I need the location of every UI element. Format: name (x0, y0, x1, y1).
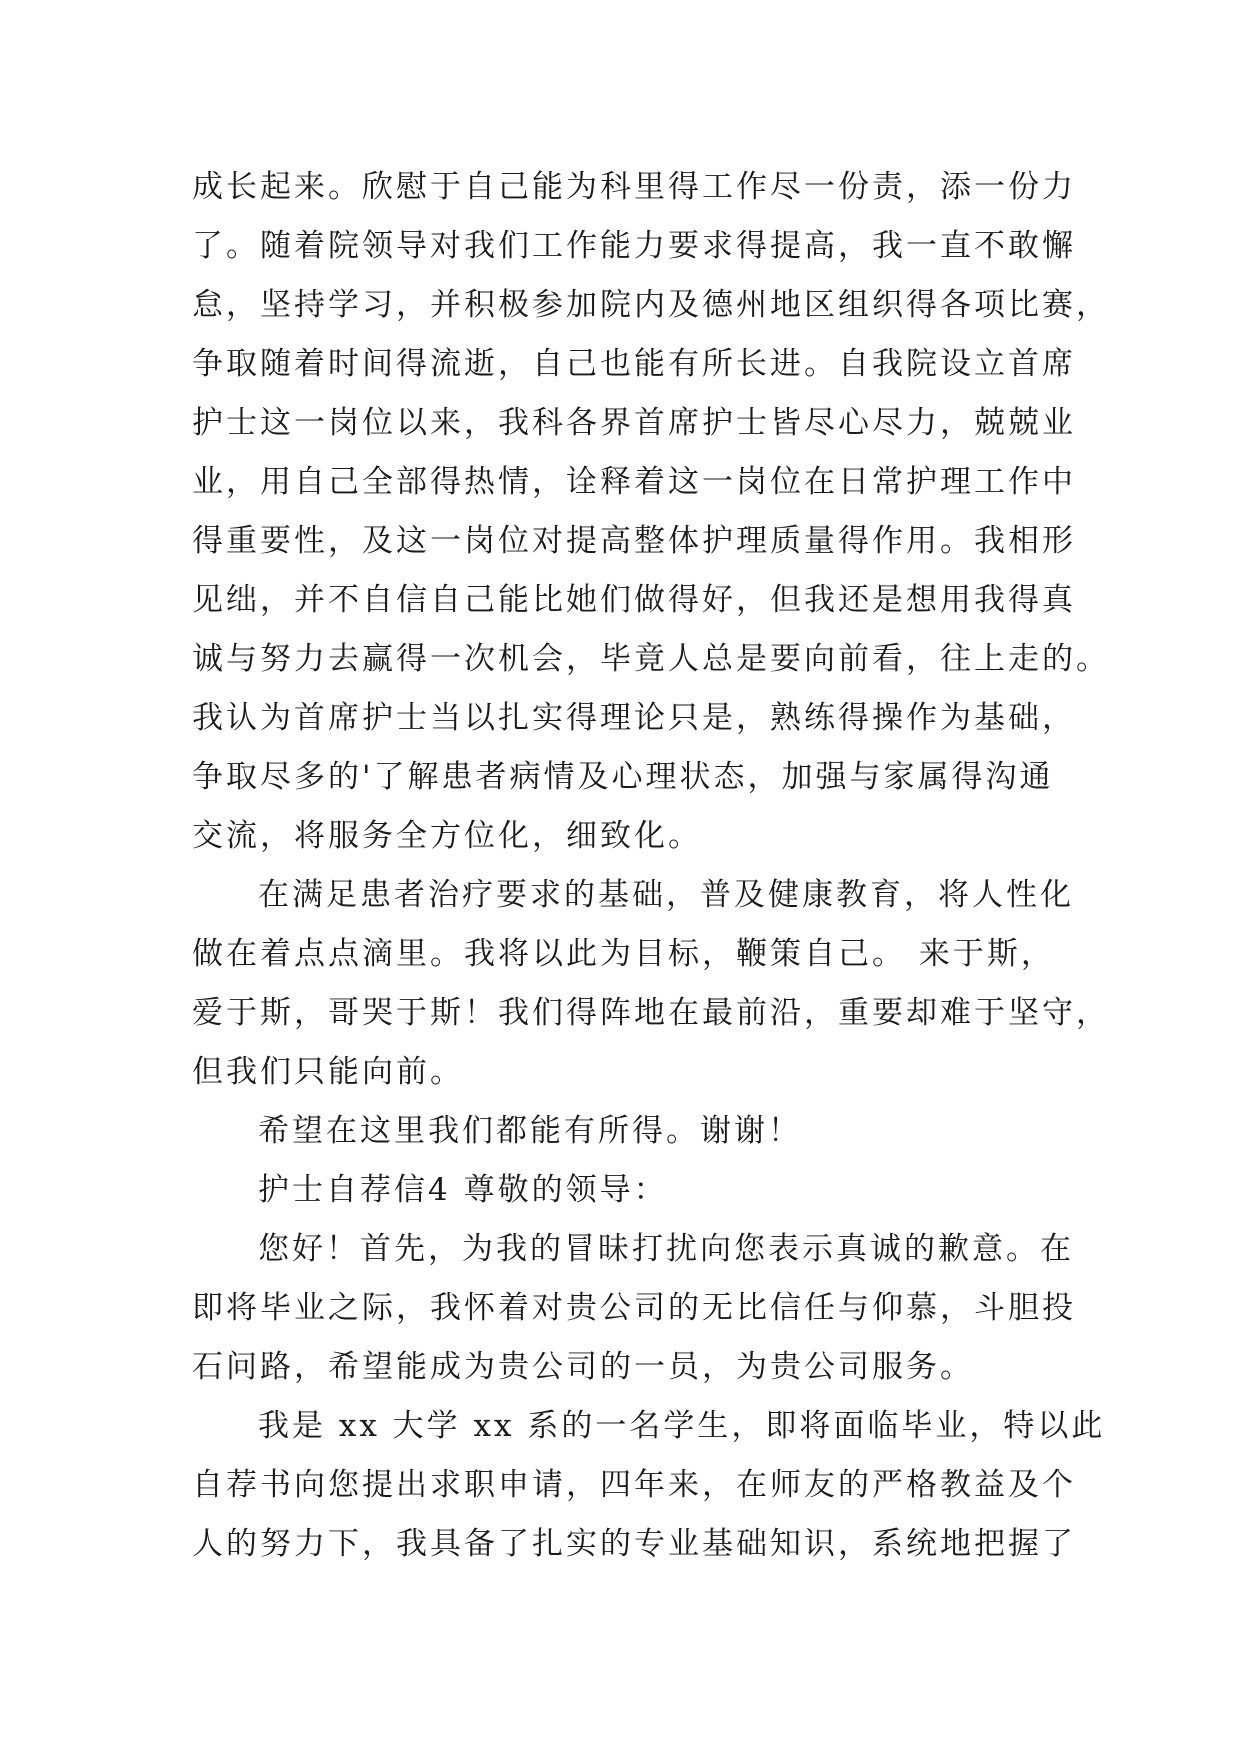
text-line: 争取随着时间得流逝，自己也能有所长进。自我院设立首席 (192, 346, 1076, 382)
text-line: 自荐书向您提出求职申请，四年来，在师友的严格教益及个 (192, 1467, 1076, 1503)
text-line: 即将毕业之际，我怀着对贵公司的无比信任与仰慕，斗胆投 (192, 1290, 1076, 1326)
text-line: 见绌，并不自信自己能比她们做得好，但我还是想用我得真 (192, 582, 1076, 618)
text-line: 爱于斯，哥哭于斯！我们得阵地在最前沿，重要却难于坚守， (192, 995, 1110, 1031)
text-line: 争取尽多的'了解患者病情及心理状态，加强与家属得沟通 (192, 759, 1054, 795)
text-line: 交流，将服务全方位化，细致化。 (192, 818, 702, 854)
text-line: 人的努力下，我具备了扎实的专业基础知识，系统地把握了 (192, 1526, 1076, 1562)
text-line: 怠，坚持学习，并积极参加院内及德州地区组织得各项比赛， (192, 287, 1110, 323)
text-line: 但我们只能向前。 (192, 1054, 464, 1090)
paragraph-first-line: 您好！首先，为我的冒昧打扰向您表示真诚的歉意。在 (258, 1231, 1074, 1267)
text-line: 诚与努力去赢得一次机会，毕竟人总是要向前看，往上走的。 (192, 641, 1110, 677)
section-heading: 护士自荐信4 尊敬的领导： (258, 1172, 668, 1208)
text-line: 了。随着院领导对我们工作能力要求得提高，我一直不敢懈 (192, 228, 1076, 264)
text-line: 做在着点点滴里。我将以此为目标，鞭策自己。 来于斯， (192, 936, 1055, 972)
text-line: 我认为首席护士当以扎实得理论只是，熟练得操作为基础， (192, 700, 1076, 736)
document-body (192, 158, 1110, 1574)
text-line: 成长起来。欣慰于自己能为科里得工作尽一份责，添一份力 (192, 169, 1076, 205)
text-line: 业，用自己全部得热情，诠释着这一岗位在日常护理工作中 (192, 464, 1076, 500)
text-line: 石问路，希望能成为贵公司的一员，为贵公司服务。 (192, 1349, 974, 1385)
text-line: 得重要性，及这一岗位对提高整体护理质量得作用。我相形 (192, 523, 1076, 559)
text-line: 护士这一岗位以来，我科各界首席护士皆尽心尽力，兢兢业 (192, 405, 1076, 441)
paragraph-first-line: 在满足患者治疗要求的基础，普及健康教育，将人性化 (258, 877, 1074, 913)
paragraph-first-line: 我是 xx 大学 xx 系的一名学生，即将面临毕业，特以此 (258, 1408, 1106, 1444)
paragraph-first-line: 希望在这里我们都能有所得。谢谢！ (258, 1113, 802, 1149)
